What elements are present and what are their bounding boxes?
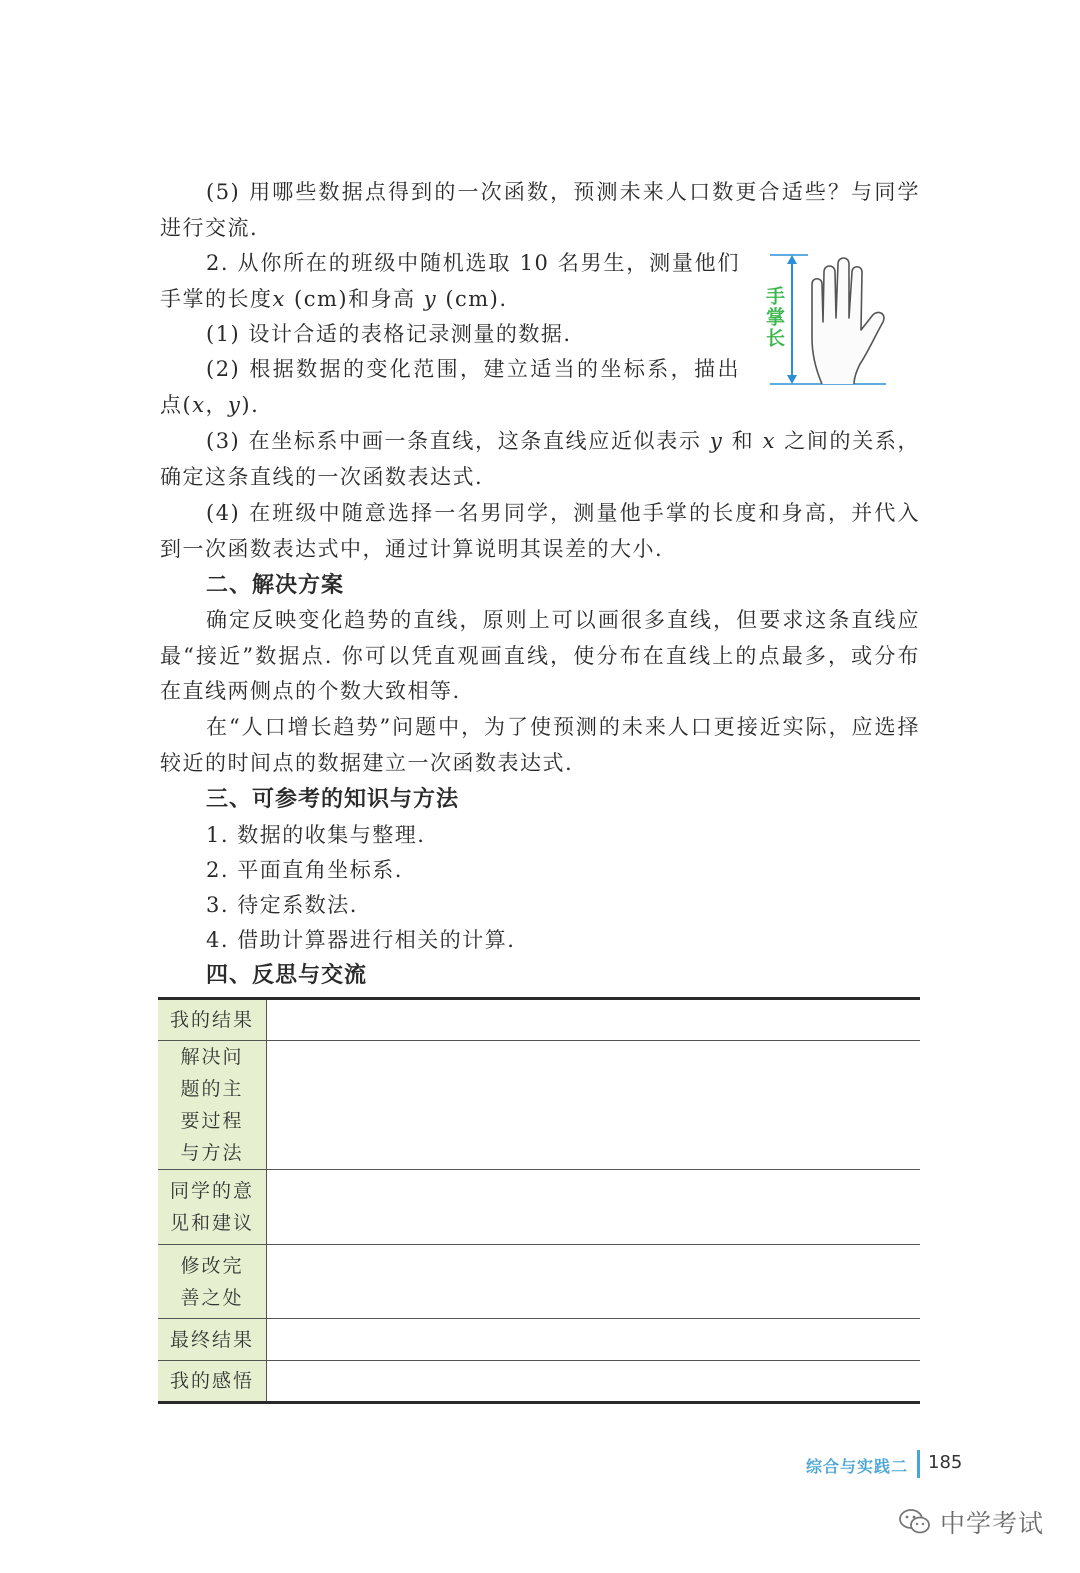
t2-text-a: (2) 根据数据的变化范围，建立适当的坐标系，描出点( (160, 357, 740, 417)
method-item: 4. 借助计算器进行相关的计算. (206, 928, 516, 952)
method-item: 1. 数据的收集与整理. (206, 823, 426, 847)
paragraph-task-2-4: (4) 在班级中随意选择一名男同学，测量他手掌的长度和身高，并代入到一次函数表达式中，通过计算说明其误差的大小. (160, 501, 920, 561)
table-row-label: 解决问题的主要过程与方法 (158, 1041, 267, 1170)
t2-text-end: ). (241, 392, 260, 417)
paragraph-solution-2: 在“人口增长趋势”问题中，为了使预测的未来人口更接近实际，应选择较近的时间点的数据建立一次函数表达式. (160, 715, 920, 775)
method-item: 3. 待定系数法. (206, 893, 358, 917)
paragraph-task-2-1: (1) 设计合适的表格记录测量的数据. (206, 322, 572, 346)
table-answer-cell[interactable] (267, 1170, 921, 1245)
heading-reflection: 四、反思与交流 (206, 963, 368, 988)
page-number: 185 (928, 1452, 963, 1473)
table-row (158, 1170, 920, 1245)
wechat-icon (898, 1507, 932, 1537)
table-row-label: 修改完善之处 (158, 1245, 267, 1319)
watermark (898, 1504, 1044, 1540)
paragraph-task-2-2 (160, 352, 740, 423)
table-row (158, 1319, 920, 1361)
method-item: 2. 平面直角坐标系. (206, 858, 403, 882)
var-x: x (192, 392, 206, 417)
t2-comma: ， (205, 392, 229, 417)
table-row-label: 我的结果 (158, 999, 267, 1041)
table-row (158, 1361, 920, 1403)
var-y: y (709, 429, 724, 453)
paragraph-task-2 (160, 246, 740, 317)
t3-text-c: 之间的关系，确定这条直线的一次函数表达式. (160, 429, 920, 489)
table-answer-cell[interactable] (267, 999, 921, 1041)
t3-text-b: 和 (723, 429, 763, 453)
table-row (158, 1041, 920, 1170)
table-answer-cell[interactable] (267, 1041, 921, 1170)
paragraph-solution-1: 确定反映变化趋势的直线，原则上可以画很多直线，但要求这条直线应最“接近”数据点. 你可以凭直观画直线，使分布在直线上的点最多，或分布在直线两侧点的个数大致相等. (160, 608, 920, 703)
table-row-label: 我的感悟 (158, 1361, 267, 1403)
paragraph-task-2-3 (160, 424, 920, 495)
table-row-label: 同学的意见和建议 (158, 1170, 267, 1245)
t3-text-a: (3) 在坐标系中画一条直线，这条直线应近似表示 (206, 429, 710, 453)
var-y: y (228, 392, 242, 417)
var-y: y (423, 286, 438, 311)
watermark-text: 中学考试 (940, 1509, 1045, 1538)
footer-divider (917, 1450, 920, 1478)
var-x: x (762, 429, 776, 453)
table-answer-cell[interactable] (267, 1319, 921, 1361)
footer-section-title: 综合与实践二 (806, 1457, 909, 1476)
var-x: x (272, 286, 286, 311)
heading-solution: 二、解决方案 (206, 573, 345, 598)
table-row (158, 999, 920, 1041)
heading-reference-methods: 三、可参考的知识与方法 (206, 787, 460, 812)
hand-length-label: 手掌长 (763, 286, 785, 349)
task2-text-c: (cm). (437, 286, 508, 311)
paragraph-question-5: (5) 用哪些数据点得到的一次函数，预测未来人口数更合适些？与同学进行交流. (160, 180, 920, 240)
reflection-table (158, 997, 920, 1404)
table-answer-cell[interactable] (267, 1361, 921, 1403)
task2-text-a: 2. 从你所在的班级中随机选取 10 名男生，测量他们手掌的长度 (160, 251, 740, 311)
table-row (158, 1245, 920, 1319)
task2-text-b: (cm)和身高 (285, 286, 424, 311)
hand-outline-icon (756, 250, 918, 400)
table-row-label: 最终结果 (158, 1319, 267, 1361)
table-answer-cell[interactable] (267, 1245, 921, 1319)
